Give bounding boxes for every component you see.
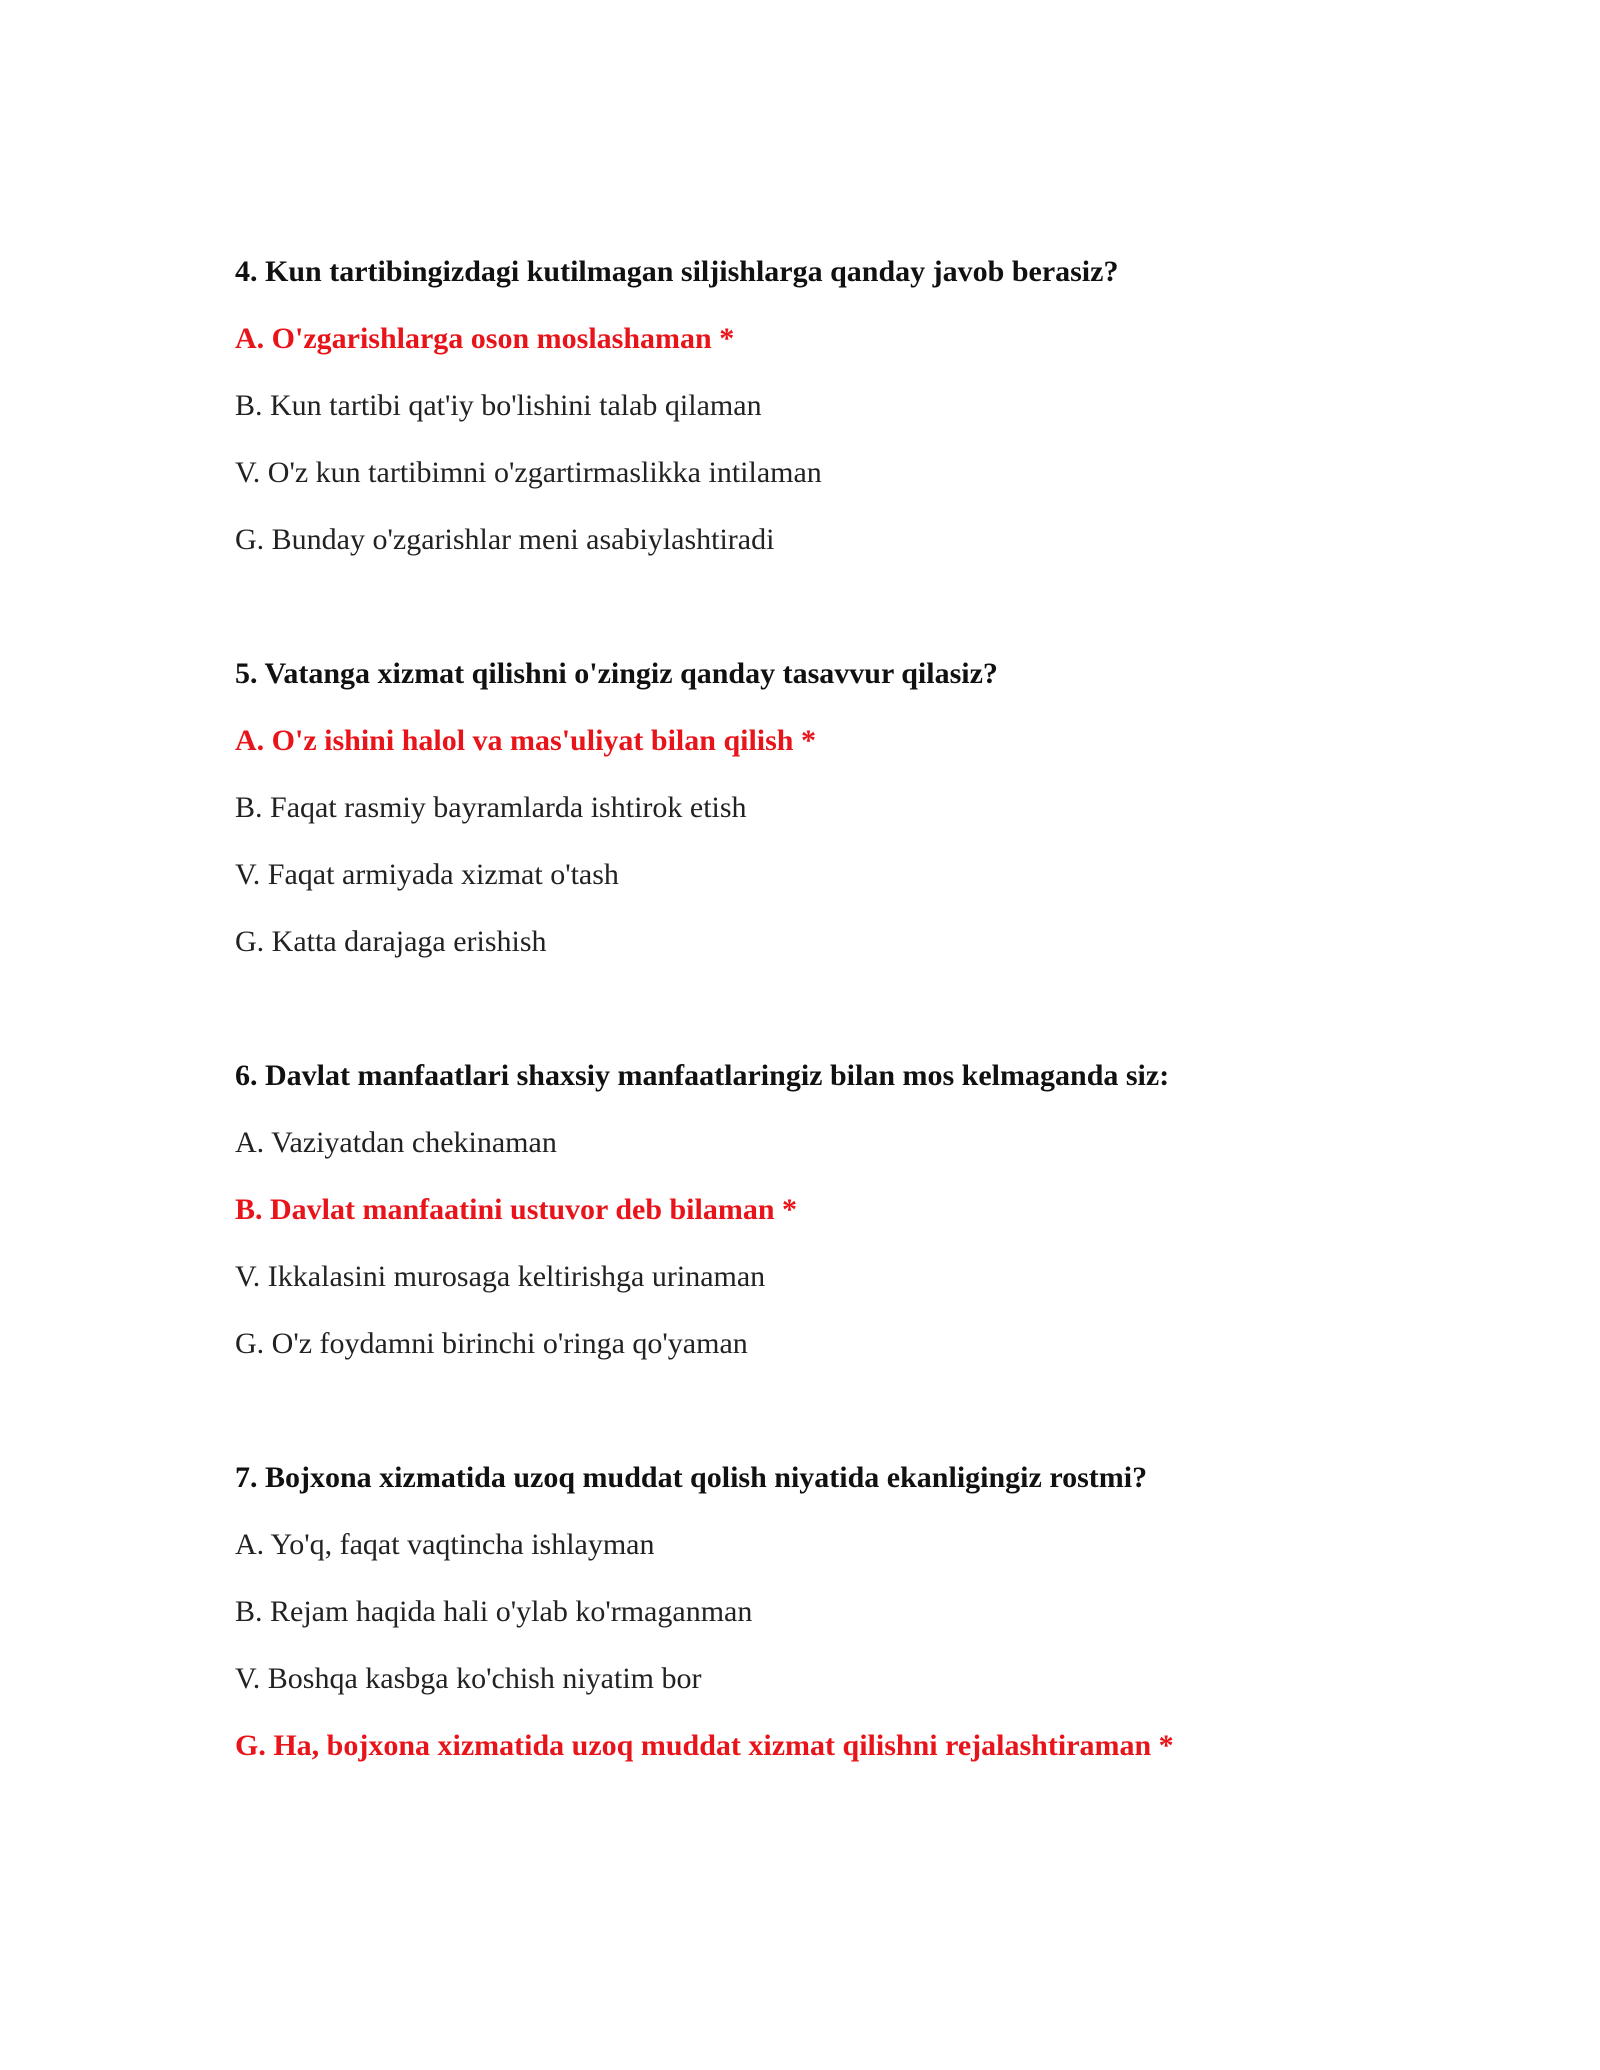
answer-option-g: G. Katta darajaga erishish (235, 925, 547, 958)
question-title: 5. Vatanga xizmat qilishni o'zingiz qanday tasavvur qilasiz? (235, 657, 998, 690)
answer-option-g: G. Ha, bojxona xizmatida uzoq muddat xizmat qilishni rejalashtiraman * (235, 1729, 1174, 1762)
answer-option-a: A. Vaziyatdan chekinaman (235, 1126, 557, 1159)
answer-option-v: V. O'z kun tartibimni o'zgartirmaslikka intilaman (235, 456, 822, 489)
question-title: 7. Bojxona xizmatida uzoq muddat qolish niyatida ekanligingiz rostmi? (235, 1461, 1148, 1494)
answer-option-a: A. O'zgarishlarga oson moslashaman * (235, 322, 735, 355)
answer-option-g: G. O'z foydamni birinchi o'ringa qo'yaman (235, 1327, 748, 1360)
answer-option-b: B. Davlat manfaatini ustuvor deb bilaman * (235, 1193, 798, 1226)
answer-option-g: G. Bunday o'zgarishlar meni asabiylashtiradi (235, 523, 775, 556)
question-title: 4. Kun tartibingizdagi kutilmagan siljishlarga qanday javob berasiz? (235, 255, 1119, 288)
answer-option-a: A. Yo'q, faqat vaqtincha ishlayman (235, 1528, 655, 1561)
answer-option-v: V. Ikkalasini murosaga keltirishga urinaman (235, 1260, 766, 1293)
answer-option-v: V. Faqat armiyada xizmat o'tash (235, 858, 619, 891)
answer-option-b: B. Rejam haqida hali o'ylab ko'rmaganman (235, 1595, 753, 1628)
answer-option-a: A. O'z ishini halol va mas'uliyat bilan qilish * (235, 724, 816, 757)
answer-option-v: V. Boshqa kasbga ko'chish niyatim bor (235, 1662, 702, 1695)
answer-option-b: B. Faqat rasmiy bayramlarda ishtirok etish (235, 791, 747, 824)
answer-option-b: B. Kun tartibi qat'iy bo'lishini talab qilaman (235, 389, 762, 422)
question-title: 6. Davlat manfaatlari shaxsiy manfaatlaringiz bilan mos kelmaganda siz: (235, 1059, 1170, 1092)
